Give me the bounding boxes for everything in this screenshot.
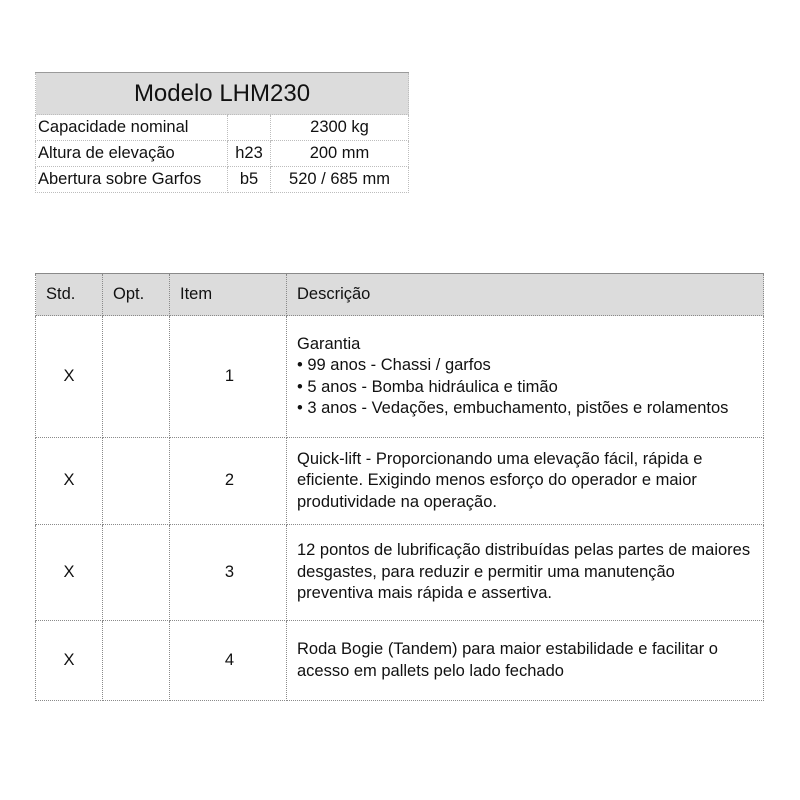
spec-value: 2300 kg	[271, 115, 409, 141]
spec-code: b5	[228, 167, 271, 193]
std-mark: X	[36, 525, 103, 621]
item-number: 4	[170, 621, 287, 701]
items-table	[35, 273, 764, 701]
spec-table	[35, 72, 409, 193]
opt-mark	[103, 316, 170, 438]
item-description	[287, 316, 764, 438]
list-item: • 99 anos - Chassi / garfos	[297, 355, 753, 377]
spec-value: 200 mm	[271, 141, 409, 167]
header-opt: Opt.	[103, 274, 170, 316]
spec-code: h23	[228, 141, 271, 167]
spec-row	[36, 141, 409, 167]
spec-code	[228, 115, 271, 141]
header-item: Item	[170, 274, 287, 316]
std-mark: X	[36, 316, 103, 438]
item-description: Quick-lift - Proporcionando uma elevação fácil, rápida e eficiente. Exigindo menos esforço do operador e maior produtividade na operação.	[287, 438, 764, 525]
item-number: 2	[170, 438, 287, 525]
spec-value: 520 / 685 mm	[271, 167, 409, 193]
spec-label: Altura de elevação	[36, 141, 228, 167]
list-item: • 5 anos - Bomba hidráulica e timão	[297, 377, 753, 399]
spec-row	[36, 167, 409, 193]
model-title: Modelo LHM230	[36, 73, 409, 115]
items-header-row	[36, 274, 764, 316]
table-row	[36, 438, 764, 525]
spec-label: Capacidade nominal	[36, 115, 228, 141]
item-description: Roda Bogie (Tandem) para maior estabilidade e facilitar o acesso em pallets pelo lado fechado	[287, 621, 764, 701]
opt-mark	[103, 438, 170, 525]
std-mark: X	[36, 621, 103, 701]
header-desc: Descrição	[287, 274, 764, 316]
opt-mark	[103, 621, 170, 701]
table-row	[36, 621, 764, 701]
std-mark: X	[36, 438, 103, 525]
warranty-list	[297, 355, 753, 420]
table-row	[36, 316, 764, 438]
header-std: Std.	[36, 274, 103, 316]
spec-row	[36, 115, 409, 141]
item-number: 3	[170, 525, 287, 621]
item-description: 12 pontos de lubrificação distribuídas pelas partes de maiores desgastes, para reduzir e permitir uma manutenção preventiva mais rápida e assertiva.	[287, 525, 764, 621]
description-title: Garantia	[297, 334, 361, 353]
opt-mark	[103, 525, 170, 621]
table-row	[36, 525, 764, 621]
list-item: • 3 anos - Vedações, embuchamento, pistões e rolamentos	[297, 398, 753, 420]
item-number: 1	[170, 316, 287, 438]
spec-label: Abertura sobre Garfos	[36, 167, 228, 193]
